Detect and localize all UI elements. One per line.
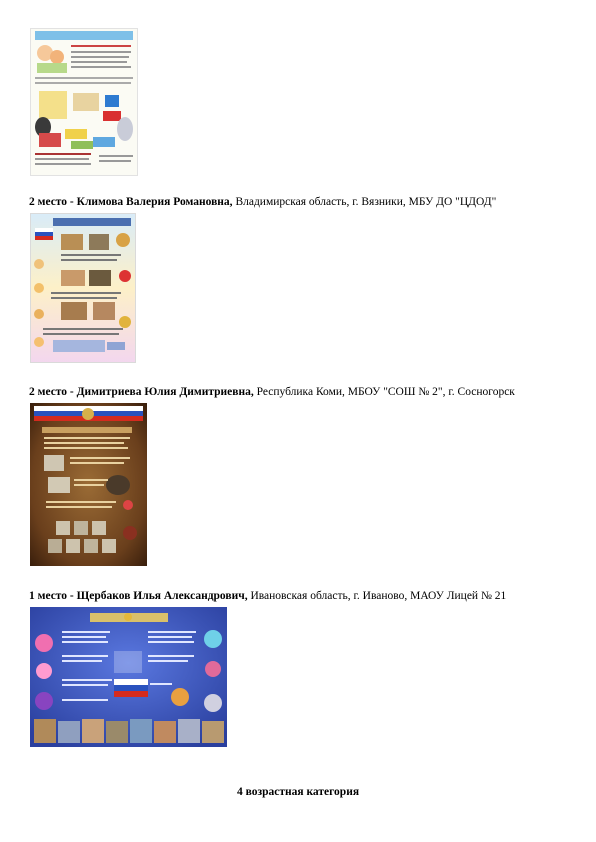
participant-details: Ивановская область, г. Иваново, МАОУ Лицей № 21 [247, 590, 507, 602]
section-heading: 4 возрастная категория [236, 786, 360, 798]
winner-caption-3 [29, 590, 506, 602]
participant-details: Республика Коми, МБОУ "СОШ № 2", г. Сосногорск [253, 386, 515, 398]
participant-name: Климова Валерия Романовна, [76, 196, 233, 208]
place-label: 1 место - [29, 590, 77, 602]
participant-name: Щербаков Илья Александрович, [76, 590, 248, 602]
winner-caption-2 [29, 386, 515, 398]
winner-caption-1 [29, 196, 496, 208]
poster-image-3 [30, 403, 147, 566]
poster-image-4 [30, 607, 227, 747]
place-label: 2 место - [29, 386, 77, 398]
poster-image-2 [30, 213, 136, 363]
poster-image-1 [30, 28, 138, 176]
participant-name: Димитриева Юлия Димитриевна, [76, 386, 254, 398]
place-label: 2 место - [29, 196, 77, 208]
participant-details: Владимирская область, г. Вязники, МБУ ДО "ЦДОД" [232, 196, 497, 208]
